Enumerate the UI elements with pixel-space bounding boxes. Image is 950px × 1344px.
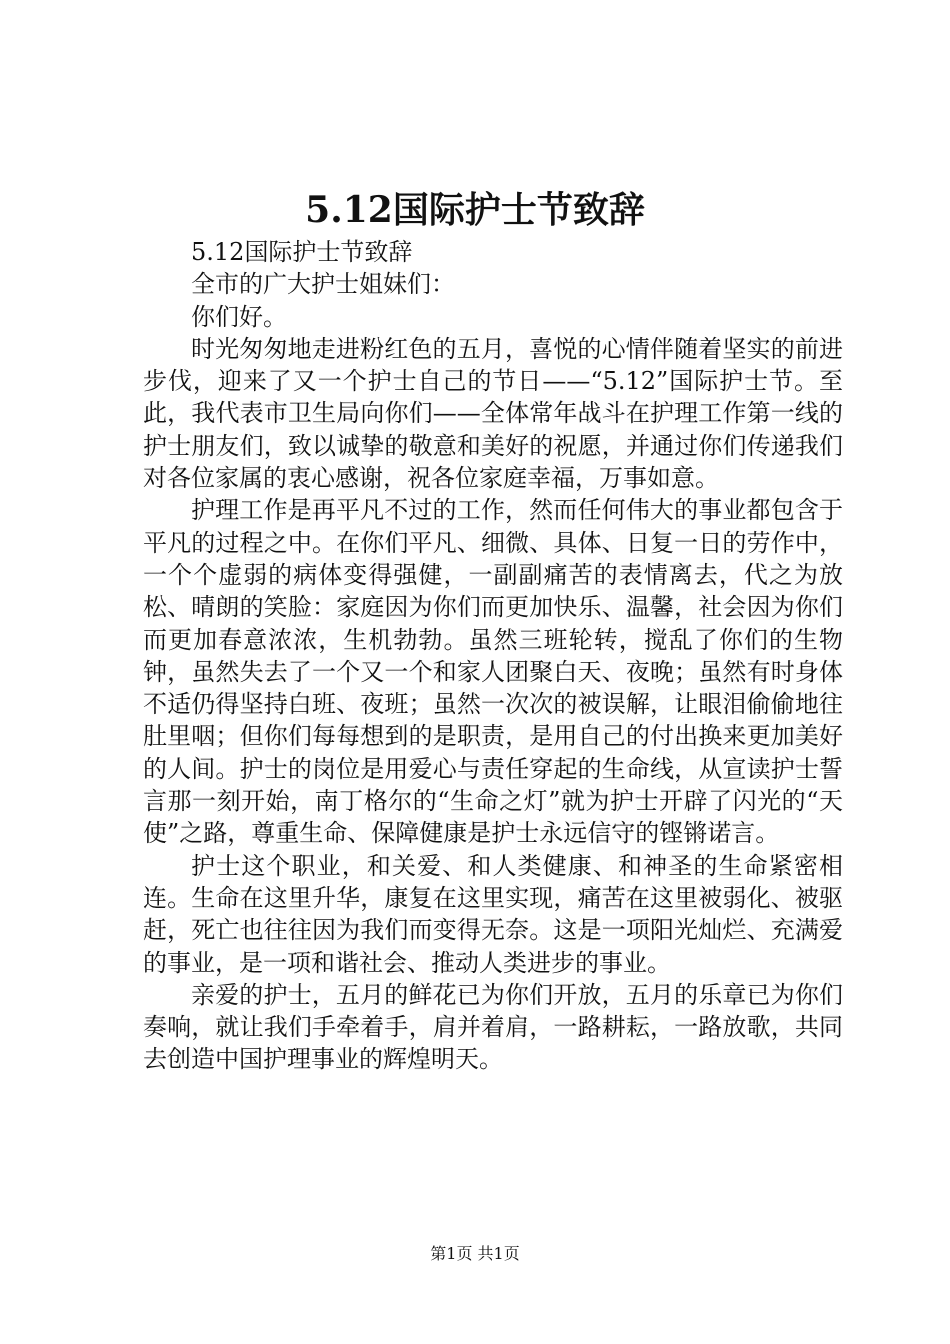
body-paragraph: 时光匆匆地走进粉红色的五月，喜悦的心情伴随着坚实的前进步伐，迎来了又一个护士自己的节日——“5.12”国际护士节。至此，我代表市卫生局向你们——全体常年战斗在护理工作第一线的护士朋友们，致以诚挚的敬意和美好的祝愿，并通过你们传递我们对各位家属的衷心感谢，祝各位家庭幸福，万事如意。 bbox=[143, 334, 843, 493]
body-paragraph-subtitle: 5.12国际护士节致辞 bbox=[191, 238, 413, 266]
body-paragraph: 亲爱的护士，五月的鲜花已为你们开放，五月的乐章已为你们奏响，就让我们手牵着手，肩并着肩，一路耕耘，一路放歌，共同去创造中国护理事业的辉煌明天。 bbox=[143, 980, 843, 1074]
page-footer: 第1页 共1页 bbox=[430, 1244, 520, 1263]
body-paragraph: 护士这个职业，和关爱、和人类健康、和神圣的生命紧密相连。生命在这里升华，康复在这里实现，痛苦在这里被弱化、被驱赶，死亡也往往因为我们而变得无奈。这是一项阳光灿烂、充满爱的事业，是一项和谐社会、推动人类进步的事业。 bbox=[143, 851, 843, 977]
body-paragraph-greeting: 你们好。 bbox=[191, 302, 287, 331]
body-paragraph: 护理工作是再平凡不过的工作，然而任何伟大的事业都包含于平凡的过程之中。在你们平凡、细微、具体、日复一日的劳作中，一个个虚弱的病体变得强健，一副副痛苦的表情离去，代之为放松、晴朗的笑脸：家庭因为你们而更加快乐、温馨，社会因为你们而更加春意浓浓，生机勃勃。虽然三班轮转，搅乱了你们的生物钟，虽然失去了一个又一个和家人团聚白天、夜晚；虽然有时身体不适仍得坚持白班、夜班；虽然一次次的被误解，让眼泪偷偷地往肚里咽；但你们每每想到的是职责，是用自己的付出换来更加美好的人间。护士的岗位是用爱心与责任穿起的生命线，从宣读护士誓言那一刻开始，南丁格尔的“生命之灯”就为护士开辟了闪光的“天使”之路，尊重生命、保障健康是护士永远信守的铿锵诺言。 bbox=[143, 496, 843, 848]
document-body bbox=[143, 236, 843, 1076]
document-title: 5.12国际护士节致辞 bbox=[305, 189, 645, 231]
body-paragraph-salutation: 全市的广大护士姐妹们： bbox=[191, 270, 455, 299]
